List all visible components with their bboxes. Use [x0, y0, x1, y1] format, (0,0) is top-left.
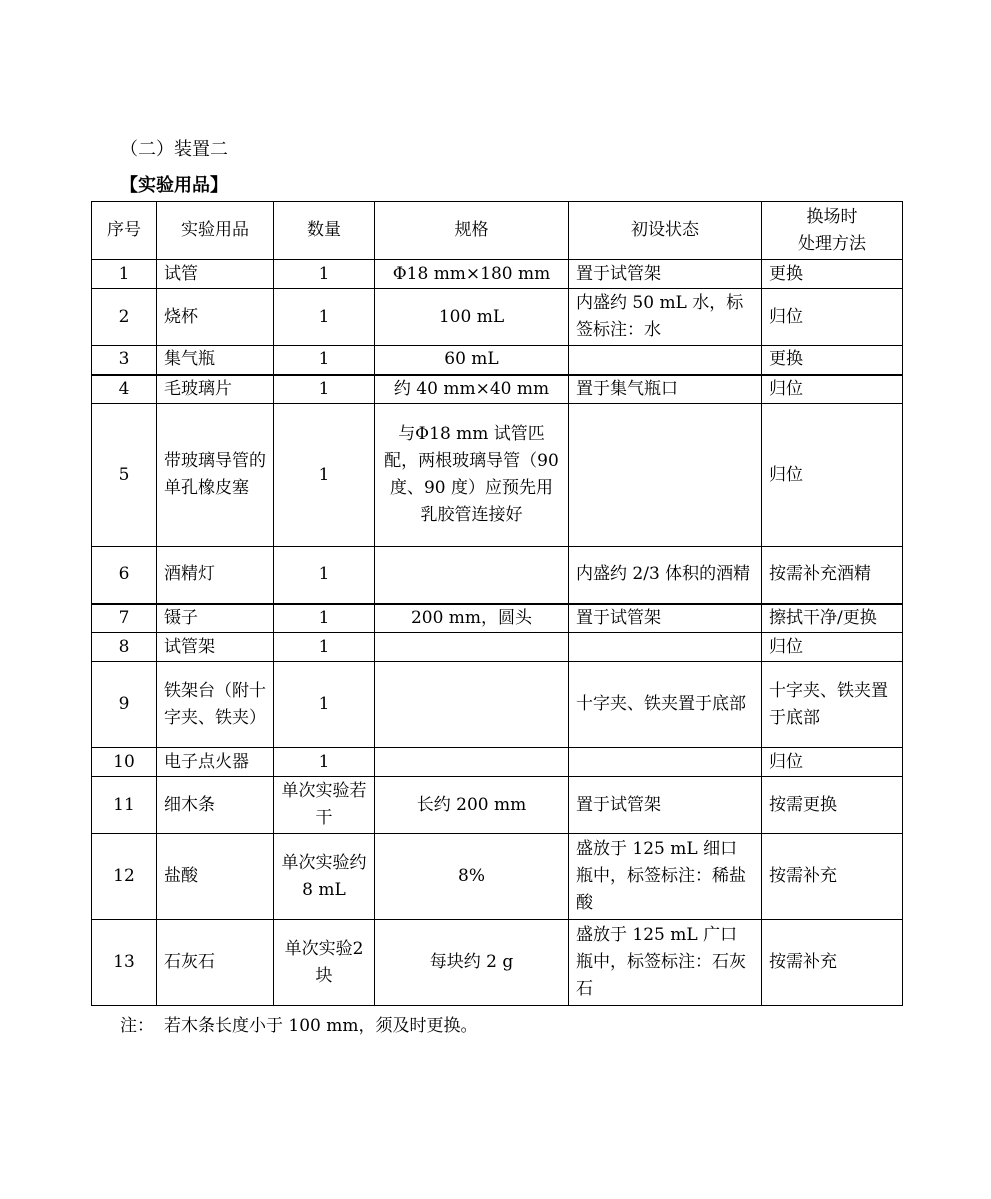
cell-item: 烧杯 [157, 289, 274, 346]
cell-item: 铁架台（附十字夹、铁夹） [157, 662, 274, 748]
cell-quantity: 1 [274, 662, 375, 748]
cell-handling: 更换 [762, 260, 903, 289]
materials-table [91, 201, 903, 1006]
cell-initial-state: 盛放于 125 mL 细口瓶中，标签标注：稀盐酸 [569, 834, 762, 920]
cell-index: 5 [92, 404, 157, 547]
cell-quantity: 单次实验若干 [274, 777, 375, 834]
cell-spec: Φ18 mm×180 mm [375, 260, 569, 289]
cell-spec [375, 662, 569, 748]
cell-quantity: 1 [274, 604, 375, 633]
cell-initial-state: 置于试管架 [569, 260, 762, 289]
cell-handling: 擦拭干净/更换 [762, 604, 903, 633]
col-header-quantity: 数量 [274, 202, 375, 260]
cell-quantity: 单次实验约 8 mL [274, 834, 375, 920]
table-row [92, 777, 903, 834]
table-row [92, 404, 903, 547]
cell-spec: 60 mL [375, 346, 569, 375]
table-row [92, 260, 903, 289]
cell-initial-state: 十字夹、铁夹置于底部 [569, 662, 762, 748]
cell-quantity: 1 [274, 547, 375, 604]
cell-quantity: 1 [274, 346, 375, 375]
cell-handling: 归位 [762, 404, 903, 547]
cell-handling: 按需更换 [762, 777, 903, 834]
cell-handling: 归位 [762, 375, 903, 404]
cell-handling: 归位 [762, 633, 903, 662]
cell-handling: 归位 [762, 748, 903, 777]
cell-handling: 按需补充 [762, 834, 903, 920]
table-row [92, 547, 903, 604]
cell-initial-state: 置于试管架 [569, 777, 762, 834]
cell-quantity: 单次实验2 块 [274, 920, 375, 1006]
cell-spec: 8% [375, 834, 569, 920]
cell-item: 镊子 [157, 604, 274, 633]
cell-spec: 每块约 2 g [375, 920, 569, 1006]
cell-handling: 归位 [762, 289, 903, 346]
cell-spec [375, 748, 569, 777]
table-row [92, 748, 903, 777]
cell-index: 4 [92, 375, 157, 404]
cell-index: 1 [92, 260, 157, 289]
table-row [92, 289, 903, 346]
cell-handling: 按需补充酒精 [762, 547, 903, 604]
cell-spec: 约 40 mm×40 mm [375, 375, 569, 404]
note-label: 注： [120, 1016, 154, 1036]
cell-spec [375, 547, 569, 604]
cell-spec: 100 mL [375, 289, 569, 346]
cell-handling: 十字夹、铁夹置于底部 [762, 662, 903, 748]
cell-item: 电子点火器 [157, 748, 274, 777]
cell-quantity: 1 [274, 289, 375, 346]
cell-item: 石灰石 [157, 920, 274, 1006]
cell-quantity: 1 [274, 375, 375, 404]
cell-handling: 更换 [762, 346, 903, 375]
table-row [92, 604, 903, 633]
cell-index: 13 [92, 920, 157, 1006]
cell-quantity: 1 [274, 748, 375, 777]
cell-initial-state [569, 633, 762, 662]
section-title: （二）装置二 [120, 139, 228, 160]
col-header-item: 实验用品 [157, 202, 274, 260]
cell-item: 试管架 [157, 633, 274, 662]
cell-initial-state: 内盛约 2/3 体积的酒精 [569, 547, 762, 604]
cell-handling: 按需补充 [762, 920, 903, 1006]
cell-index: 10 [92, 748, 157, 777]
cell-index: 6 [92, 547, 157, 604]
cell-item: 试管 [157, 260, 274, 289]
cell-index: 12 [92, 834, 157, 920]
cell-quantity: 1 [274, 260, 375, 289]
table-row [92, 834, 903, 920]
footnote [120, 1014, 478, 1038]
table-row [92, 920, 903, 1006]
cell-item: 细木条 [157, 777, 274, 834]
cell-quantity: 1 [274, 633, 375, 662]
table-row [92, 346, 903, 375]
cell-initial-state: 盛放于 125 mL 广口瓶中，标签标注：石灰石 [569, 920, 762, 1006]
cell-index: 7 [92, 604, 157, 633]
cell-spec: 与Φ18 mm 试管匹配，两根玻璃导管（90 度、90 度）应预先用乳胶管连接好 [375, 404, 569, 547]
col-header-index: 序号 [92, 202, 157, 260]
cell-quantity: 1 [274, 404, 375, 547]
table-row [92, 633, 903, 662]
cell-initial-state: 置于集气瓶口 [569, 375, 762, 404]
cell-item: 毛玻璃片 [157, 375, 274, 404]
cell-initial-state: 内盛约 50 mL 水，标签标注：水 [569, 289, 762, 346]
col-header-spec: 规格 [375, 202, 569, 260]
cell-item: 盐酸 [157, 834, 274, 920]
col-header-initial-state: 初设状态 [569, 202, 762, 260]
table-header-row [92, 202, 903, 260]
cell-initial-state [569, 346, 762, 375]
cell-index: 3 [92, 346, 157, 375]
cell-initial-state [569, 404, 762, 547]
materials-heading: 【实验用品】 [120, 175, 228, 196]
cell-item: 集气瓶 [157, 346, 274, 375]
cell-index: 2 [92, 289, 157, 346]
cell-initial-state: 置于试管架 [569, 604, 762, 633]
cell-index: 8 [92, 633, 157, 662]
cell-index: 9 [92, 662, 157, 748]
cell-spec [375, 633, 569, 662]
cell-item: 带玻璃导管的单孔橡皮塞 [157, 404, 274, 547]
cell-item: 酒精灯 [157, 547, 274, 604]
cell-index: 11 [92, 777, 157, 834]
table-row [92, 662, 903, 748]
cell-spec: 200 mm，圆头 [375, 604, 569, 633]
table-row [92, 375, 903, 404]
cell-spec: 长约 200 mm [375, 777, 569, 834]
cell-initial-state [569, 748, 762, 777]
note-text: 若木条长度小于 100 mm，须及时更换。 [164, 1016, 478, 1036]
col-header-handling: 换场时 处理方法 [762, 202, 903, 260]
